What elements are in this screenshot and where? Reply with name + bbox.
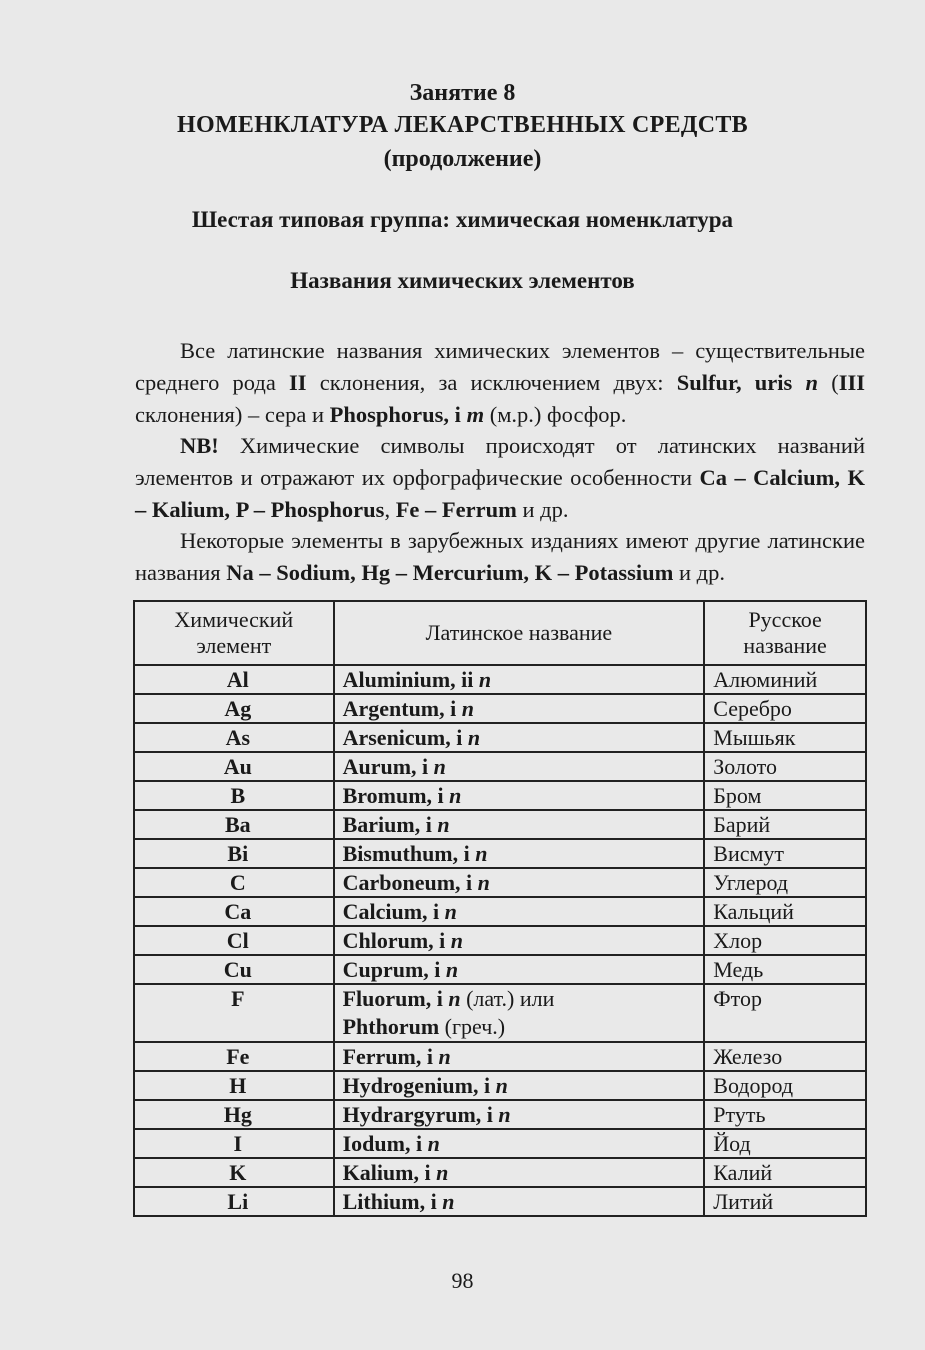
latin-name xyxy=(334,665,705,694)
latin-name-text: Iodum, i xyxy=(342,1131,423,1156)
latin-name-text: Hydrogenium, i xyxy=(342,1073,491,1098)
text: и др. xyxy=(516,497,569,522)
latin-name xyxy=(334,723,705,752)
paragraph-nb xyxy=(135,430,865,526)
latin-name xyxy=(334,1129,705,1158)
table-row xyxy=(134,868,866,897)
element-symbol: Au xyxy=(134,752,334,781)
latin-name-text: Hydrargyrum, i xyxy=(342,1102,493,1127)
latin-name-text: Bromum, i xyxy=(342,783,444,808)
table-row xyxy=(134,984,866,1042)
roman-numeral: III xyxy=(838,370,866,395)
examples: Fe – Ferrum xyxy=(395,497,517,522)
russian-name: Железо xyxy=(704,1042,866,1071)
latin-name-text: Lithium, i xyxy=(342,1189,437,1214)
gender-mark: n xyxy=(495,1073,508,1098)
latin-name xyxy=(334,839,705,868)
text: Все латинские названия химических элементов – существительные среднего рода xyxy=(135,338,865,395)
russian-name: Серебро xyxy=(704,694,866,723)
gender-mark: n xyxy=(475,841,488,866)
russian-name: Углерод xyxy=(704,868,866,897)
gender-mark: n xyxy=(498,1102,511,1127)
gender-mark: n xyxy=(436,1160,449,1185)
table-row xyxy=(134,1158,866,1187)
russian-name: Литий xyxy=(704,1187,866,1216)
latin-name xyxy=(334,1042,705,1071)
column-header: Латинское название xyxy=(334,601,705,665)
table-header-row xyxy=(134,601,866,665)
russian-name: Калий xyxy=(704,1158,866,1187)
table-row xyxy=(134,665,866,694)
latin-name xyxy=(334,897,705,926)
table-row xyxy=(134,955,866,984)
latin-name xyxy=(334,955,705,984)
element-symbol: I xyxy=(134,1129,334,1158)
gender-mark: n xyxy=(478,667,492,692)
russian-name: Барий xyxy=(704,810,866,839)
latin-name-text: Argentum, i xyxy=(342,696,457,721)
gender-mark: n xyxy=(442,1189,455,1214)
greek-note: (греч.) xyxy=(439,1014,506,1039)
latin-name xyxy=(334,1071,705,1100)
russian-name: Золото xyxy=(704,752,866,781)
text: , xyxy=(384,497,396,522)
table-row xyxy=(134,1100,866,1129)
elements-table xyxy=(133,600,867,1217)
gender-mark: n xyxy=(448,986,461,1011)
column-header: Русское название xyxy=(704,601,866,665)
table-row xyxy=(134,1042,866,1071)
gender-mark: n xyxy=(433,754,446,779)
latin-name-text: Arsenicum, i xyxy=(342,725,463,750)
text: склонения) – сера и xyxy=(135,402,330,427)
element-symbol: H xyxy=(134,1071,334,1100)
latin-name-text: Aurum, i xyxy=(342,754,429,779)
text: Некоторые элементы в зарубежных изданиях имеют другие латинские названия xyxy=(135,528,865,585)
gender-mark: n xyxy=(477,870,490,895)
latin-name-text: Barium, i xyxy=(342,812,432,837)
russian-name: Медь xyxy=(704,955,866,984)
table-row xyxy=(134,1071,866,1100)
russian-name: Йод xyxy=(704,1129,866,1158)
element-symbol: F xyxy=(134,984,334,1042)
table-row xyxy=(134,781,866,810)
gender-mark: n xyxy=(445,957,459,982)
table-row xyxy=(134,1129,866,1158)
latin-name-text: Cuprum, i xyxy=(342,957,441,982)
gender-mark: n xyxy=(438,1044,451,1069)
element-symbol: Fe xyxy=(134,1042,334,1071)
russian-name: Водород xyxy=(704,1071,866,1100)
subsection-heading: Названия химических элементов xyxy=(290,268,635,293)
table-row xyxy=(134,694,866,723)
nb-label: NB! xyxy=(180,433,219,458)
latin-name xyxy=(334,1100,705,1129)
text: и др. xyxy=(673,560,726,585)
term-phosphorus: Phosphorus, i xyxy=(329,402,461,427)
russian-name: Фтор xyxy=(704,984,866,1042)
examples: Na – Sodium, Hg – Mercurium, K – Potassium xyxy=(226,560,674,585)
element-symbol: Al xyxy=(134,665,334,694)
latin-name xyxy=(334,926,705,955)
element-symbol: Ba xyxy=(134,810,334,839)
latin-name xyxy=(334,1158,705,1187)
russian-name: Ртуть xyxy=(704,1100,866,1129)
gender-mark: m xyxy=(466,402,485,427)
gender-mark: n xyxy=(467,725,481,750)
element-symbol: Bi xyxy=(134,839,334,868)
gender-mark: n xyxy=(449,783,462,808)
element-symbol: Ca xyxy=(134,897,334,926)
examples: Ca – Calcium, K – Kalium, P – Phosphorus xyxy=(135,465,865,522)
element-symbol: C xyxy=(134,868,334,897)
gender-mark: n xyxy=(444,899,457,924)
greek-name-text: Phthorum xyxy=(342,1014,440,1039)
russian-name: Алюминий xyxy=(704,665,866,694)
latin-name-text: Ferrum, i xyxy=(342,1044,433,1069)
section-heading: Шестая типовая группа: химическая номенклатура xyxy=(191,207,734,232)
element-symbol: Li xyxy=(134,1187,334,1216)
page-subtitle: (продолжение) xyxy=(383,146,542,172)
table-row xyxy=(134,839,866,868)
latin-name xyxy=(334,868,705,897)
element-symbol: Cl xyxy=(134,926,334,955)
gender-mark: n xyxy=(427,1131,440,1156)
text: склонения, за исключением двух: xyxy=(306,370,677,395)
table-row xyxy=(134,1187,866,1216)
latin-name-text: Bismuthum, i xyxy=(342,841,470,866)
latin-name xyxy=(334,752,705,781)
page-title: НОМЕНКЛАТУРА ЛЕКАРСТВЕННЫХ СРЕДСТВ xyxy=(177,112,748,138)
text: ( xyxy=(818,370,839,395)
latin-name-text: Carboneum, i xyxy=(342,870,473,895)
latin-name-text: Kalium, i xyxy=(342,1160,431,1185)
element-symbol: Hg xyxy=(134,1100,334,1129)
russian-name: Кальций xyxy=(704,897,866,926)
table-row xyxy=(134,926,866,955)
latin-name xyxy=(334,694,705,723)
column-header: Химический элемент xyxy=(134,601,334,665)
latin-name-text: Chlorum, i xyxy=(342,928,446,953)
text: (м.р.) фосфор. xyxy=(484,402,627,427)
gender-mark: n xyxy=(437,812,450,837)
element-symbol: As xyxy=(134,723,334,752)
latin-name xyxy=(334,810,705,839)
table-row xyxy=(134,752,866,781)
latin-name xyxy=(334,1187,705,1216)
russian-name: Мышьяк xyxy=(704,723,866,752)
table-row xyxy=(134,723,866,752)
term-sulfur: Sulfur, uris xyxy=(676,370,793,395)
element-symbol: Ag xyxy=(134,694,334,723)
element-symbol: K xyxy=(134,1158,334,1187)
russian-name: Бром xyxy=(704,781,866,810)
latin-name xyxy=(334,984,705,1042)
table-row xyxy=(134,897,866,926)
gender-mark: n xyxy=(805,370,819,395)
latin-name-text: Aluminium, ii xyxy=(342,667,474,692)
latin-note: (лат.) или xyxy=(460,986,555,1011)
text: Химические символы происходят от латинских названий элементов и отражают их орфографические особенности xyxy=(135,433,865,490)
element-symbol: B xyxy=(134,781,334,810)
element-symbol: Cu xyxy=(134,955,334,984)
roman-numeral: II xyxy=(289,370,307,395)
paragraph-intro xyxy=(135,335,865,431)
russian-name: Висмут xyxy=(704,839,866,868)
gender-mark: n xyxy=(450,928,464,953)
paragraph-foreign xyxy=(135,525,865,589)
gender-mark: n xyxy=(461,696,474,721)
page-number: 98 xyxy=(451,1268,474,1293)
latin-name xyxy=(334,781,705,810)
latin-name-text: Fluorum, i xyxy=(342,986,443,1011)
lesson-number: Занятие 8 xyxy=(409,80,516,106)
table-row xyxy=(134,810,866,839)
russian-name: Хлор xyxy=(704,926,866,955)
latin-name-text: Calcium, i xyxy=(342,899,440,924)
